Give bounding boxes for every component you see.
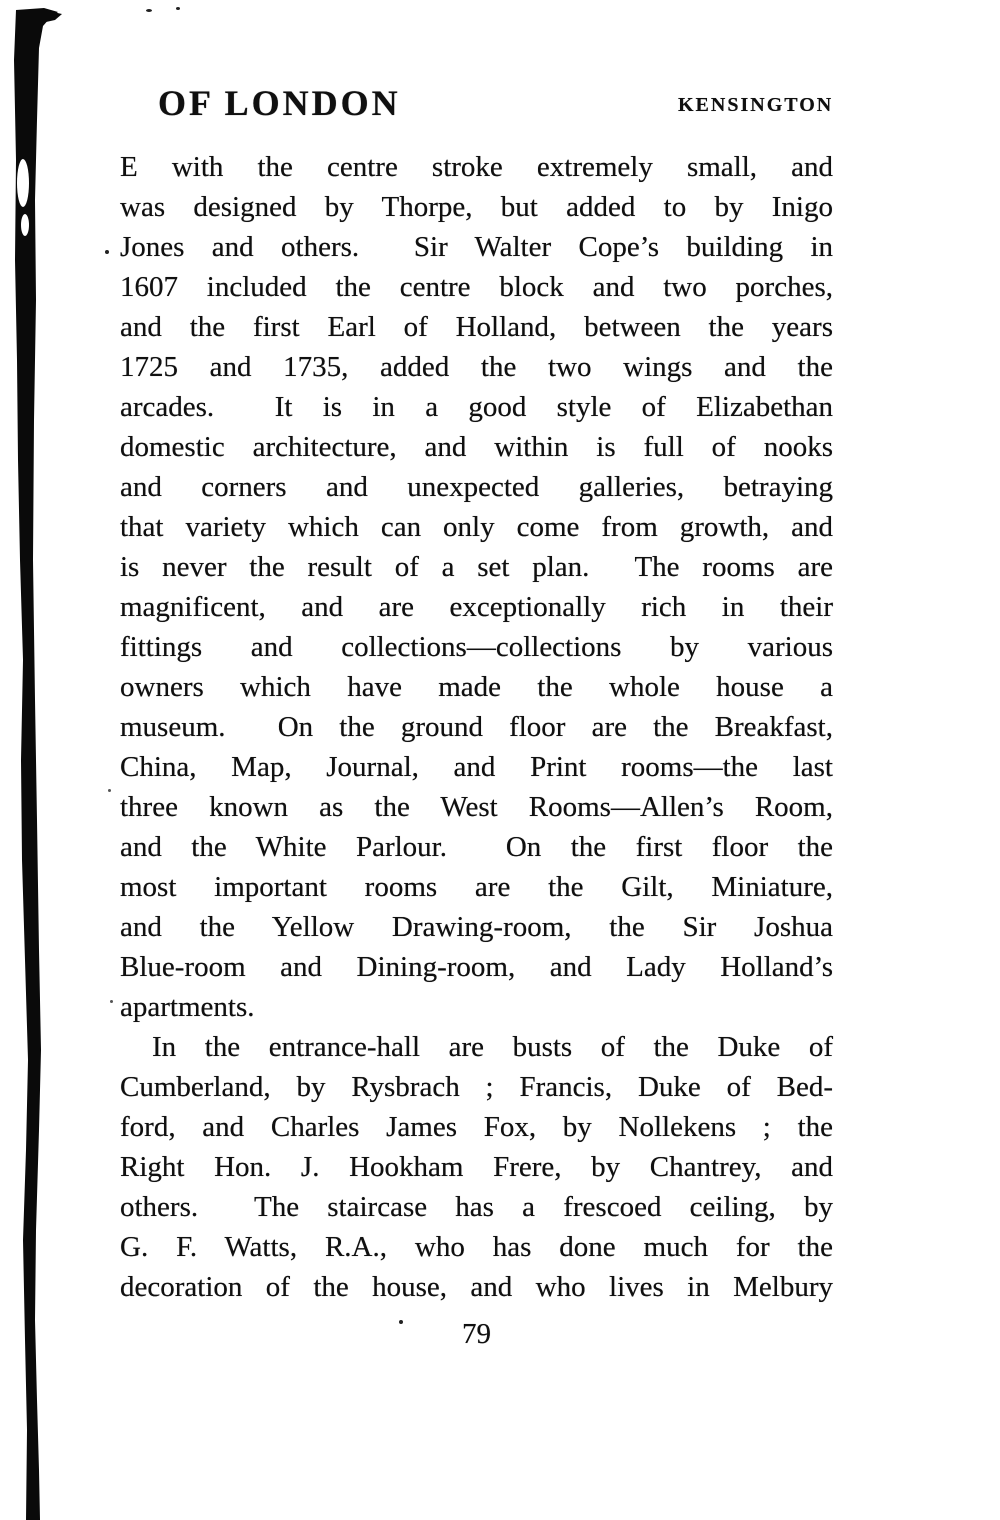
text-line: three known as the West Rooms—Allen’s Room, <box>120 791 833 823</box>
page-number: 79 <box>462 1318 491 1350</box>
text-line: E with the centre stroke extremely small, and <box>120 151 833 183</box>
text-line: China, Map, Journal, and Print rooms—the last <box>120 751 833 783</box>
binding-shadow-shape <box>0 0 80 1520</box>
text-line: museum. On the ground floor are the Breakfast, <box>120 711 833 743</box>
text-line: and corners and unexpected galleries, betraying <box>120 471 833 503</box>
text-line: and the White Parlour. On the first floor the <box>120 831 833 863</box>
text-line: arcades. It is in a good style of Elizabethan <box>120 391 833 423</box>
text-line: and the first Earl of Holland, between the years <box>120 311 833 343</box>
text-line: apartments. <box>120 991 255 1023</box>
text-line: is never the result of a set plan. The rooms are <box>120 551 833 583</box>
running-header-title: OF LONDON <box>158 83 401 123</box>
ink-speck <box>176 7 180 10</box>
text-line: Jones and others. Sir Walter Cope’s building in <box>120 231 833 263</box>
text-line: G. F. Watts, R.A., who has done much for the <box>120 1231 833 1263</box>
text-line: that variety which can only come from growth, and <box>120 511 833 543</box>
text-line: domestic architecture, and within is full of nooks <box>120 431 833 463</box>
text-line: magnificent, and are exceptionally rich in their <box>120 591 833 623</box>
ink-speck <box>110 1000 113 1003</box>
ink-speck <box>146 9 152 12</box>
ink-speck <box>105 250 109 254</box>
text-line: most important rooms are the Gilt, Miniature, <box>120 871 833 903</box>
text-line: owners which have made the whole house a <box>120 671 833 703</box>
ink-speck <box>108 789 111 792</box>
text-line: others. The staircase has a frescoed ceiling, by <box>120 1191 833 1223</box>
text-line: Right Hon. J. Hookham Frere, by Chantrey, and <box>120 1151 833 1183</box>
text-line: 1607 included the centre block and two porches, <box>120 271 833 303</box>
text-line: fittings and collections—collections by various <box>120 631 833 663</box>
text-line: ford, and Charles James Fox, by Nollekens ; the <box>120 1111 833 1143</box>
text-line: decoration of the house, and who lives in Melbury <box>120 1271 833 1303</box>
text-line: was designed by Thorpe, but added to by Inigo <box>120 191 833 223</box>
text-line: and the Yellow Drawing-room, the Sir Joshua <box>120 911 833 943</box>
text-line: Cumberland, by Rysbrach ; Francis, Duke of Bed- <box>120 1071 833 1103</box>
running-header-section: KENSINGTON <box>678 94 834 116</box>
binding-shadow <box>0 0 80 1520</box>
text-line: In the entrance-hall are busts of the Duke of <box>152 1031 833 1063</box>
text-line: 1725 and 1735, added the two wings and the <box>120 351 833 383</box>
body-text <box>120 147 833 1307</box>
text-line: Blue-room and Dining-room, and Lady Holland’s <box>120 951 833 983</box>
